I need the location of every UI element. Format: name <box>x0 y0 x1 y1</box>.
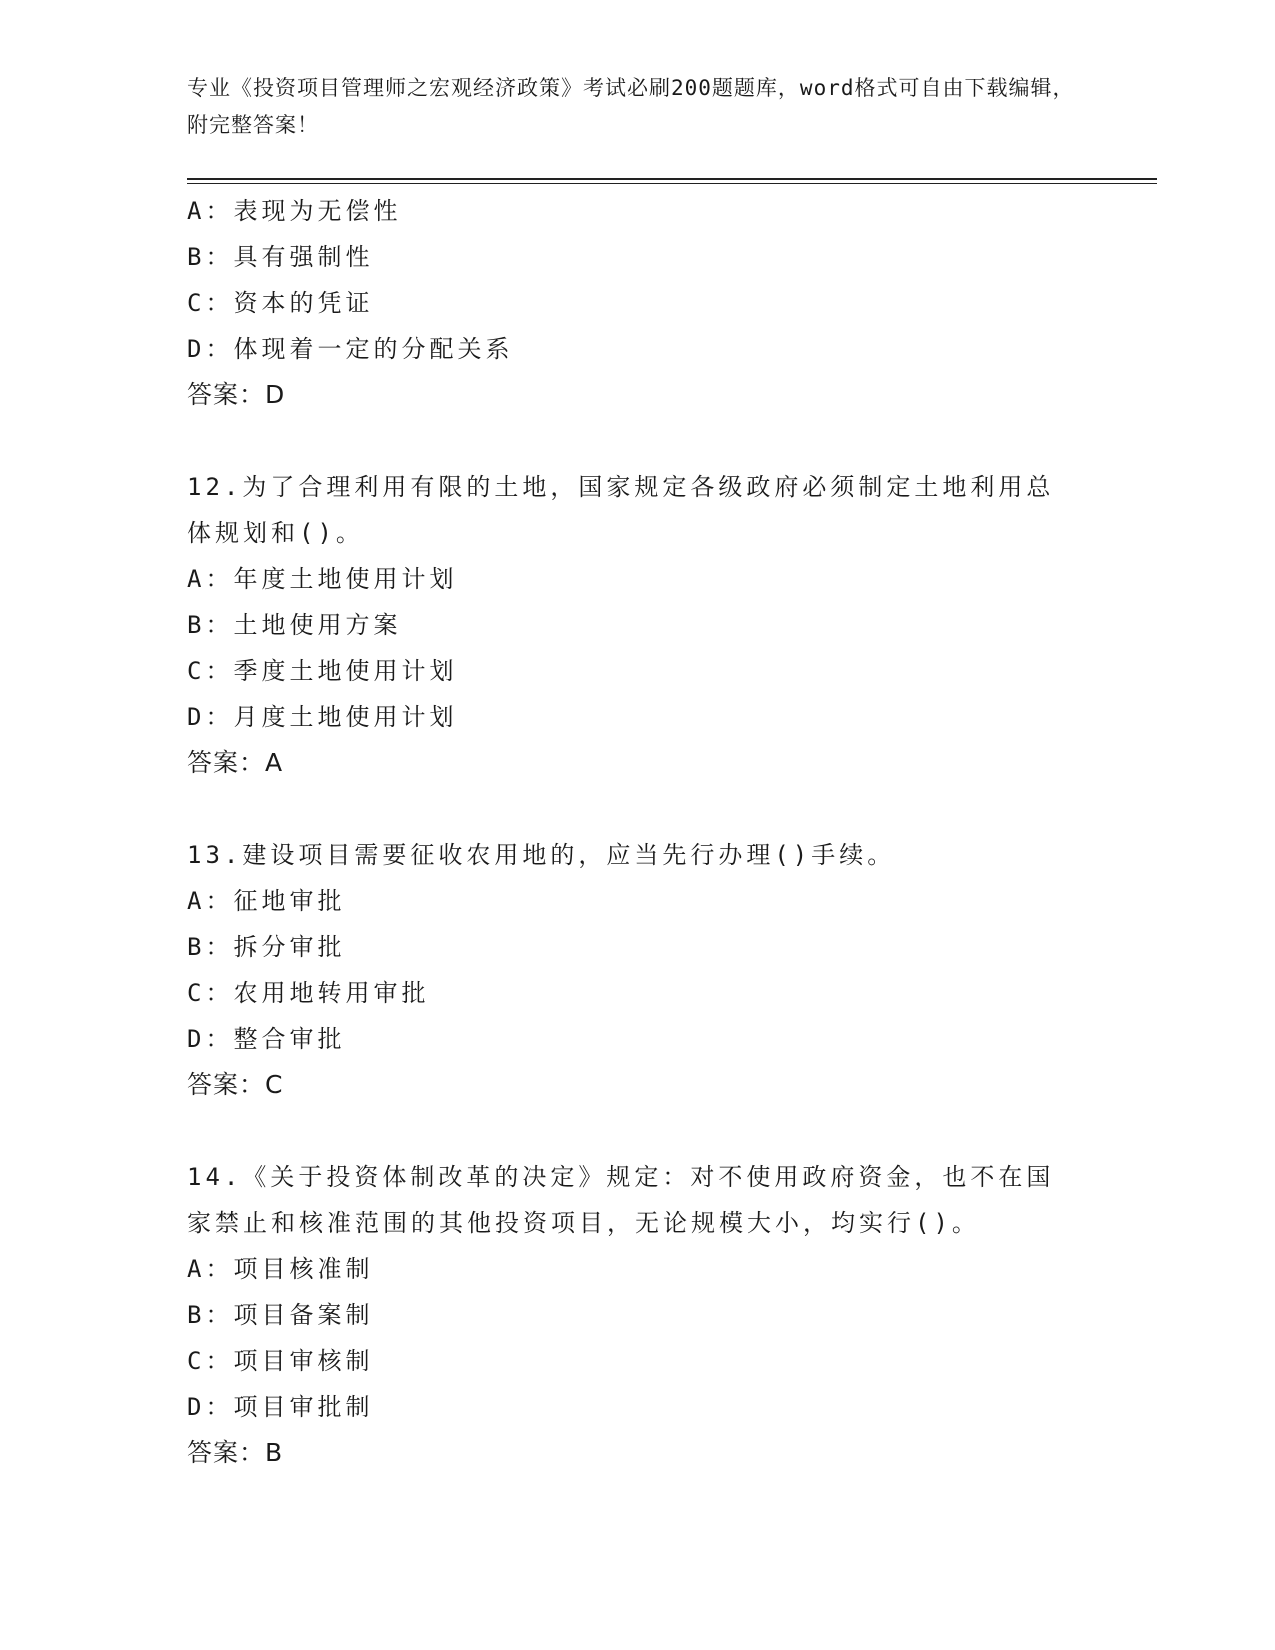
option-d: D：月度土地使用计划 <box>187 703 458 731</box>
option-a: A：项目核准制 <box>187 1255 374 1283</box>
option-c: C：农用地转用审批 <box>187 979 430 1007</box>
option-b: B：项目备案制 <box>187 1301 374 1329</box>
spacer <box>187 1108 1087 1154</box>
option-a: A：年度土地使用计划 <box>187 565 458 593</box>
option-d: D：项目审批制 <box>187 1393 374 1421</box>
option-a: A：征地审批 <box>187 887 346 915</box>
answer-line: 答案：A <box>187 748 284 777</box>
header-rule-thick <box>187 178 1157 180</box>
spacer <box>187 786 1087 832</box>
document-header: 专业《投资项目管理师之宏观经济政策》考试必刷200题题库，word格式可自由下载编辑，附完整答案！ <box>187 76 1075 137</box>
option-d: D：体现着一定的分配关系 <box>187 335 514 363</box>
question-text: 13.建设项目需要征收农用地的，应当先行办理()手续。 <box>187 841 896 869</box>
answer-line: 答案：B <box>187 1438 284 1467</box>
option-d: D：整合审批 <box>187 1025 346 1053</box>
option-c: C：资本的凭证 <box>187 289 374 317</box>
question-block-12 <box>187 464 1087 786</box>
option-c: C：季度土地使用计划 <box>187 657 458 685</box>
question-list <box>187 188 1087 1476</box>
answer-line: 答案：C <box>187 1070 284 1099</box>
option-b: B：拆分审批 <box>187 933 346 961</box>
option-a: A：表现为无偿性 <box>187 197 402 225</box>
answer-line: 答案：D <box>187 380 286 409</box>
question-block-prev <box>187 188 1087 418</box>
question-block-13 <box>187 832 1087 1108</box>
header-rule-thin <box>187 183 1157 184</box>
option-b: B：具有强制性 <box>187 243 374 271</box>
question-block-14 <box>187 1154 1087 1476</box>
question-text: 12.为了合理利用有限的土地，国家规定各级政府必须制定土地利用总体规划和()。 <box>187 473 1055 547</box>
spacer <box>187 418 1087 464</box>
option-b: B：土地使用方案 <box>187 611 402 639</box>
option-c: C：项目审核制 <box>187 1347 374 1375</box>
question-text: 14.《关于投资体制改革的决定》规定：对不使用政府资金，也不在国家禁止和核准范围的其他投资项目，无论规模大小，均实行()。 <box>187 1163 1055 1237</box>
